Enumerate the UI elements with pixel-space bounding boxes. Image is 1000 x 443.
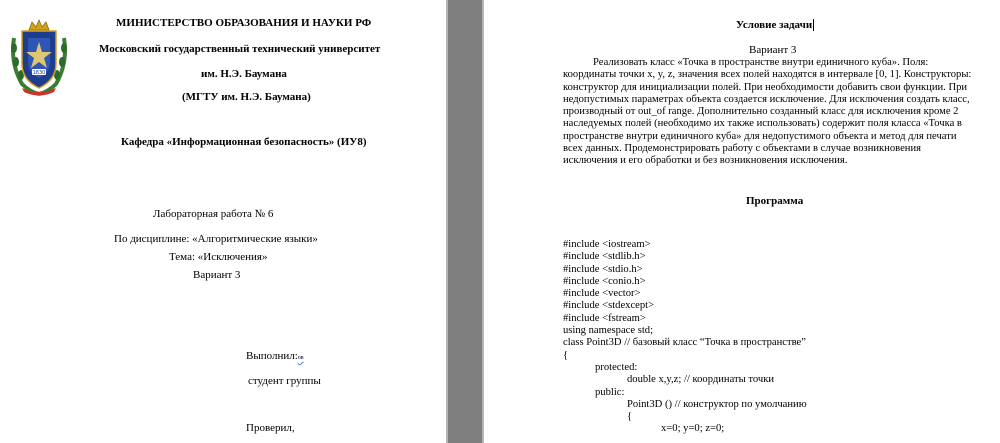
- paragraph-line: всех данных. Продемонстрировать работу с объектами в случае возникновения: [563, 143, 921, 155]
- title-page: [0, 0, 446, 443]
- topic-line: Тема: «Исключения»: [169, 251, 268, 263]
- logo-year: 1830: [32, 70, 46, 76]
- paragraph-line: Реализовать класс «Точка в пространстве внутри единичного куба». Поля:: [593, 57, 929, 68]
- code-line: public:: [595, 386, 625, 398]
- code-line: #include <vector>: [563, 288, 641, 300]
- student-group-label: студент группы: [248, 375, 321, 387]
- code-line: #include <stdexcept>: [563, 300, 655, 312]
- code-line: class Point3D // базовый класс “Точка в пространстве”: [563, 337, 806, 349]
- code-line: Point3D () // конструктор по умолчанию: [627, 398, 807, 410]
- variant-line: Вариант 3: [193, 269, 241, 281]
- department-name: Кафедра «Информационная безопасность» (ИУ8): [121, 136, 367, 148]
- paragraph-line: конструктор для инициализации полей. При необходимости добавить свои функции. При: [563, 81, 968, 93]
- university-name: Московский государственный технический университет: [99, 43, 381, 55]
- university-abbrev: (МГТУ им. Н.Э. Баумана): [182, 91, 311, 103]
- discipline-line: По дисциплине: «Алгоритмические языки»: [114, 233, 318, 245]
- code-line: #include <fstream>: [563, 312, 646, 324]
- page-edge-left: [446, 0, 448, 443]
- code-line: protected:: [595, 361, 638, 373]
- performed-label: [246, 350, 304, 365]
- performed-text: Выполнил:: [246, 350, 298, 362]
- task-title-text: Условие задачи: [736, 19, 813, 31]
- checked-label: Проверил,: [246, 422, 295, 434]
- performed-mark: ов: [297, 355, 304, 361]
- page-gap: [446, 0, 484, 443]
- code-line: using namespace std;: [563, 325, 654, 337]
- code-line: #include <stdlib.h>: [563, 251, 646, 263]
- task-page[interactable]: [484, 0, 1000, 443]
- task-variant: Вариант 3: [749, 44, 797, 56]
- paragraph-line: производный от out_of range. Дополнительно созданный класс для исключения кроме 2: [563, 106, 959, 118]
- paragraph-line: исключения и его обработки и без возникновения исключения.: [563, 155, 848, 167]
- paragraph-line: пространстве внутри единичного куба» для недопустимого объекта и метод для печати: [563, 130, 957, 142]
- code-line: {: [627, 411, 633, 423]
- ministry-heading: МИНИСТЕРСТВО ОБРАЗОВАНИЯ И НАУКИ РФ: [116, 17, 372, 29]
- code-line: #include <iostream>: [563, 239, 651, 250]
- code-line: #include <conio.h>: [563, 275, 646, 287]
- task-paragraph: [563, 57, 989, 168]
- code-listing: [563, 239, 807, 436]
- task-title: [736, 19, 814, 32]
- university-named-after: им. Н.Э. Баумана: [201, 68, 287, 80]
- lab-work-title: Лабораторная работа № 6: [153, 208, 274, 220]
- paragraph-line: координаты точки x, y, z, значения всех полей находятся в интервале [0, 1]. Конструкторы:: [563, 69, 972, 81]
- code-line: #include <stdio.h>: [563, 263, 643, 275]
- paragraph-line: наследуемых полей (необходимо их также использовать) содержит поля класса «Точка в: [563, 118, 962, 130]
- bmstu-emblem-icon: [8, 18, 70, 98]
- paragraph-line: недопустимых параметрах объекта создается исключение. Для исключения создать класс,: [563, 93, 970, 105]
- code-line: x=0; y=0; z=0;: [661, 423, 725, 435]
- text-cursor: [813, 19, 814, 31]
- code-line: {: [563, 349, 569, 361]
- code-line: double x,y,z; // координаты точки: [627, 374, 775, 386]
- program-title: Программа: [746, 195, 804, 207]
